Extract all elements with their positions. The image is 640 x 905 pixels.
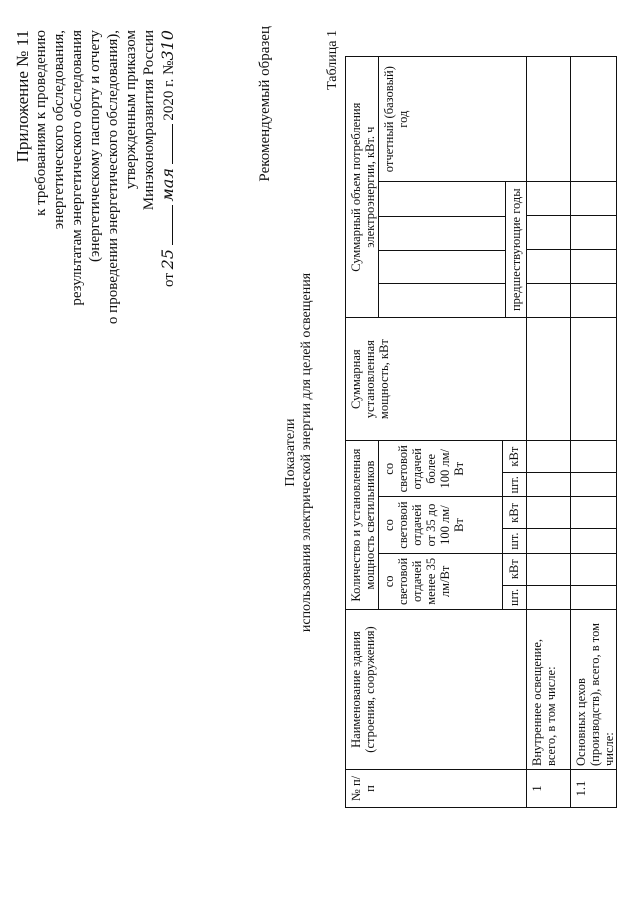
recommended-sample: Рекомендуемый образец xyxy=(257,26,273,182)
doc-subtitle: использования электрической энергии для целей освещения xyxy=(299,272,314,633)
date-year: 2020 г. № xyxy=(161,60,177,121)
appendix-line: о проведении энергетического обследования), xyxy=(105,30,121,325)
unit-kw: кВт xyxy=(502,441,526,473)
table-cell xyxy=(527,585,571,609)
table-cell xyxy=(527,182,571,216)
header-report-year: отчетный (базовый) год xyxy=(379,57,527,182)
header-num: № п/п xyxy=(346,770,527,808)
header-consumption: Суммарный объем потребления электроэнергии, кВт. ч xyxy=(346,57,379,318)
date-month: мая xyxy=(158,168,177,202)
table-cell xyxy=(571,318,617,441)
table-cell xyxy=(527,318,571,441)
appendix-line: Приложение № 11 xyxy=(13,30,32,163)
table-cell xyxy=(571,57,617,182)
table-cell xyxy=(571,585,617,609)
table-cell xyxy=(571,529,617,553)
header-prev-years-block xyxy=(379,182,527,318)
unit-kw: кВт xyxy=(502,553,526,585)
header-fixtures: Количество и установленная мощность светильников xyxy=(346,441,379,610)
appendix-line: результатам энергетического обследования xyxy=(69,30,85,306)
appendix-line: энергетического обследования, xyxy=(51,30,67,230)
header-efficacy-low: со световой отдачей менее 35 лм/Вт xyxy=(379,553,503,609)
table-cell xyxy=(571,497,617,529)
table-cell xyxy=(527,216,571,250)
appendix-line: утвержденным приказом xyxy=(123,30,139,190)
table-cell xyxy=(527,250,571,284)
table-cell xyxy=(571,473,617,497)
indicators-table xyxy=(345,56,617,808)
unit-pcs: шт. xyxy=(502,473,526,497)
table-cell xyxy=(527,441,571,473)
table-cell xyxy=(571,441,617,473)
row-name: Внутреннее освещение, всего, в том числе: xyxy=(527,610,571,770)
unit-kw: кВт xyxy=(502,497,526,529)
row-name: Основных цехов (производств), всего, в том числе: xyxy=(571,610,617,770)
date-prefix: от xyxy=(161,273,177,287)
table-cell xyxy=(527,57,571,182)
header-efficacy-mid: со световой отдачей от 35 до 100 лм/Вт xyxy=(379,497,503,553)
header-total-power: Суммарная установленная мощность, кВт xyxy=(346,318,527,441)
table-cell xyxy=(571,216,617,250)
unit-pcs: шт. xyxy=(502,585,526,609)
row-num: 1.1 xyxy=(571,770,617,808)
unit-pcs: шт. xyxy=(502,529,526,553)
order-number: 310 xyxy=(158,30,177,61)
doc-title: Показатели xyxy=(283,418,298,487)
table-cell xyxy=(571,182,617,216)
table-cell xyxy=(527,473,571,497)
table-row xyxy=(571,57,617,808)
table-cell xyxy=(571,553,617,585)
table-cell xyxy=(527,284,571,318)
table-cell xyxy=(527,497,571,529)
header-efficacy-high: со световой отдачей более 100 лм/Вт xyxy=(379,441,503,497)
table-cell xyxy=(571,284,617,318)
header-prev-years: предшествующие годы xyxy=(505,182,526,317)
appendix-line: Минэкономразвития России xyxy=(141,30,157,211)
date-day: 25 xyxy=(158,248,177,270)
date-blank xyxy=(158,205,173,245)
table-cell xyxy=(527,553,571,585)
table-label: Таблица 1 xyxy=(325,30,340,90)
table-cell xyxy=(571,250,617,284)
date-blank xyxy=(158,124,173,164)
header-building-name: Наименование здания (строения, сооружения) xyxy=(346,610,527,770)
table-cell xyxy=(527,529,571,553)
row-num: 1 xyxy=(527,770,571,808)
order-date-line xyxy=(158,30,178,470)
appendix-line: (энергетическому паспорту и отчету xyxy=(87,30,103,263)
table-row xyxy=(527,57,571,808)
appendix-annotation xyxy=(14,30,178,470)
appendix-line: к требованиям к проведению xyxy=(33,30,49,216)
